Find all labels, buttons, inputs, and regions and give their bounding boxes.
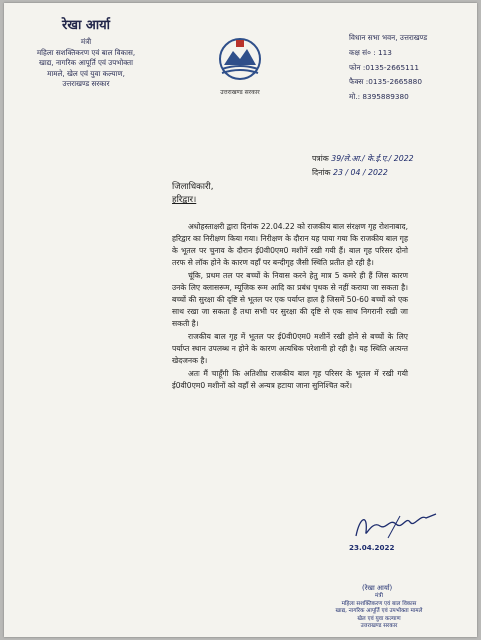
handwritten-signature <box>350 512 440 542</box>
letter-date: दिनांक 23 / 04 / 2022 <box>312 168 388 177</box>
stamp-line: मंत्री <box>375 593 383 599</box>
stamp-line: महिला सशक्तिकरण एवं बाल विकास <box>341 600 417 607</box>
letter-body <box>172 221 408 393</box>
body-paragraph: अतः मैं चाहूँगी कि अतिशीघ्र राजकीय बाल गृह परिसर के भूतल में रखी गयी ई0वी0एम0 मशीनों को वहाँ से अन्यत्र हटाया जाना सुनिश्चित करें। <box>172 369 408 390</box>
letterhead-contact <box>349 31 427 105</box>
letterhead-left-line: मामले, खेल एवं युवा कल्याण, <box>47 68 125 78</box>
stamp-designation <box>320 593 438 631</box>
addressee-place: हरिद्वार। <box>172 195 197 205</box>
contact-line: विधान सभा भवन, उत्तराखण्ड <box>349 33 428 42</box>
letterhead-left-line: उत्तराखण्ड सरकार <box>62 79 110 89</box>
stamp-line: खाद्य, नागरिक आपूर्ति एवं उपभोक्ता मामले <box>335 608 423 615</box>
addressee-title: जिलाधिकारी, <box>172 182 214 192</box>
body-paragraph: चूंकि, प्रथम तल पर बच्चों के निवास करने हेतु मात्र 5 कमरे ही हैं जिस कारण उनके लिए क्लासरूम, म्यूजिक रूम आदि का प्रबंध पृथक से नहीं कराया जा सकता है। बच्चों की सुरक्षा की दृष्टि से भूतल पर एक पर्याप्त हाल है जिसमें 50-60 बच्चों को एक साथ रखा जा सकता है तथा सभी पर सुरक्षा की दृष्टि से एक साथ निगरानी रखी जा सकती है। <box>172 271 408 328</box>
contact-line: मो.: 8395889380 <box>349 92 409 102</box>
letterhead-left-line: मंत्री <box>80 37 92 46</box>
addressee <box>172 181 213 207</box>
stamp-name: (रेखा आर्या) <box>362 584 393 592</box>
stamp-line: खेल एवं युवा कल्याण <box>357 615 401 622</box>
emblem-label: उत्तराखण्ड सरकार <box>220 89 260 96</box>
letterhead-left-line: महिला सशक्तिकरण एवं बाल विकास, <box>36 47 136 57</box>
letter-page <box>4 3 477 637</box>
letter-date-handwritten: 23 / 04 / 2022 <box>332 168 388 177</box>
contact-line: कक्ष सं० : 113 <box>349 47 392 57</box>
letter-number-handwritten: 39 <box>331 154 342 163</box>
body-paragraph: अधोहस्ताक्षरी द्वारा दिनांक 22.04.22 को राजकीय बाल संरक्षण गृह रोशनाबाद, हरिद्वार का निरीक्षण किया गया। निरीक्षण के दौरान यह पाया गया कि राजकीय बाल गृह के भूतल पर चुनाव के दौरान ई0वी0एम0 मशीनें रखी गयी हैं। बाल गृह परिसर दोनो तरफ से लॉक होने के कारण वहाँ पर बन्दीगृह जैसी स्थिति प्रतीत हो रही है। <box>172 222 409 267</box>
stamp-line: उत्तराखण्ड सरकार <box>360 623 398 630</box>
uttarakhand-emblem-icon <box>214 37 266 85</box>
letterhead-designation <box>28 37 144 90</box>
signature-date: 23.04.2022 <box>349 543 395 552</box>
reference-block <box>312 152 414 180</box>
letterhead-left-line: खाद्य, नागरिक आपूर्ति एवं उपभोक्ता <box>38 58 133 68</box>
body-paragraph: राजकीय बाल गृह में भूतल पर ई0वी0एम0 मशीनें रखी होने से बच्चों के लिए पर्याप्त स्थान उपलब्ध न होने के कारण अत्यधिक परेशानी हो रही है। यह स्थिति अत्यन्त खेदजनक है। <box>172 332 408 365</box>
contact-line: फैक्स :0135-2665880 <box>349 77 422 87</box>
letter-number: पत्रांक 39/ले.आ./ के.ई.ए./ 2022 <box>312 154 414 163</box>
letterhead-name: रेखा आर्या <box>62 18 111 33</box>
contact-line: फोन :0135-2665111 <box>349 62 420 72</box>
